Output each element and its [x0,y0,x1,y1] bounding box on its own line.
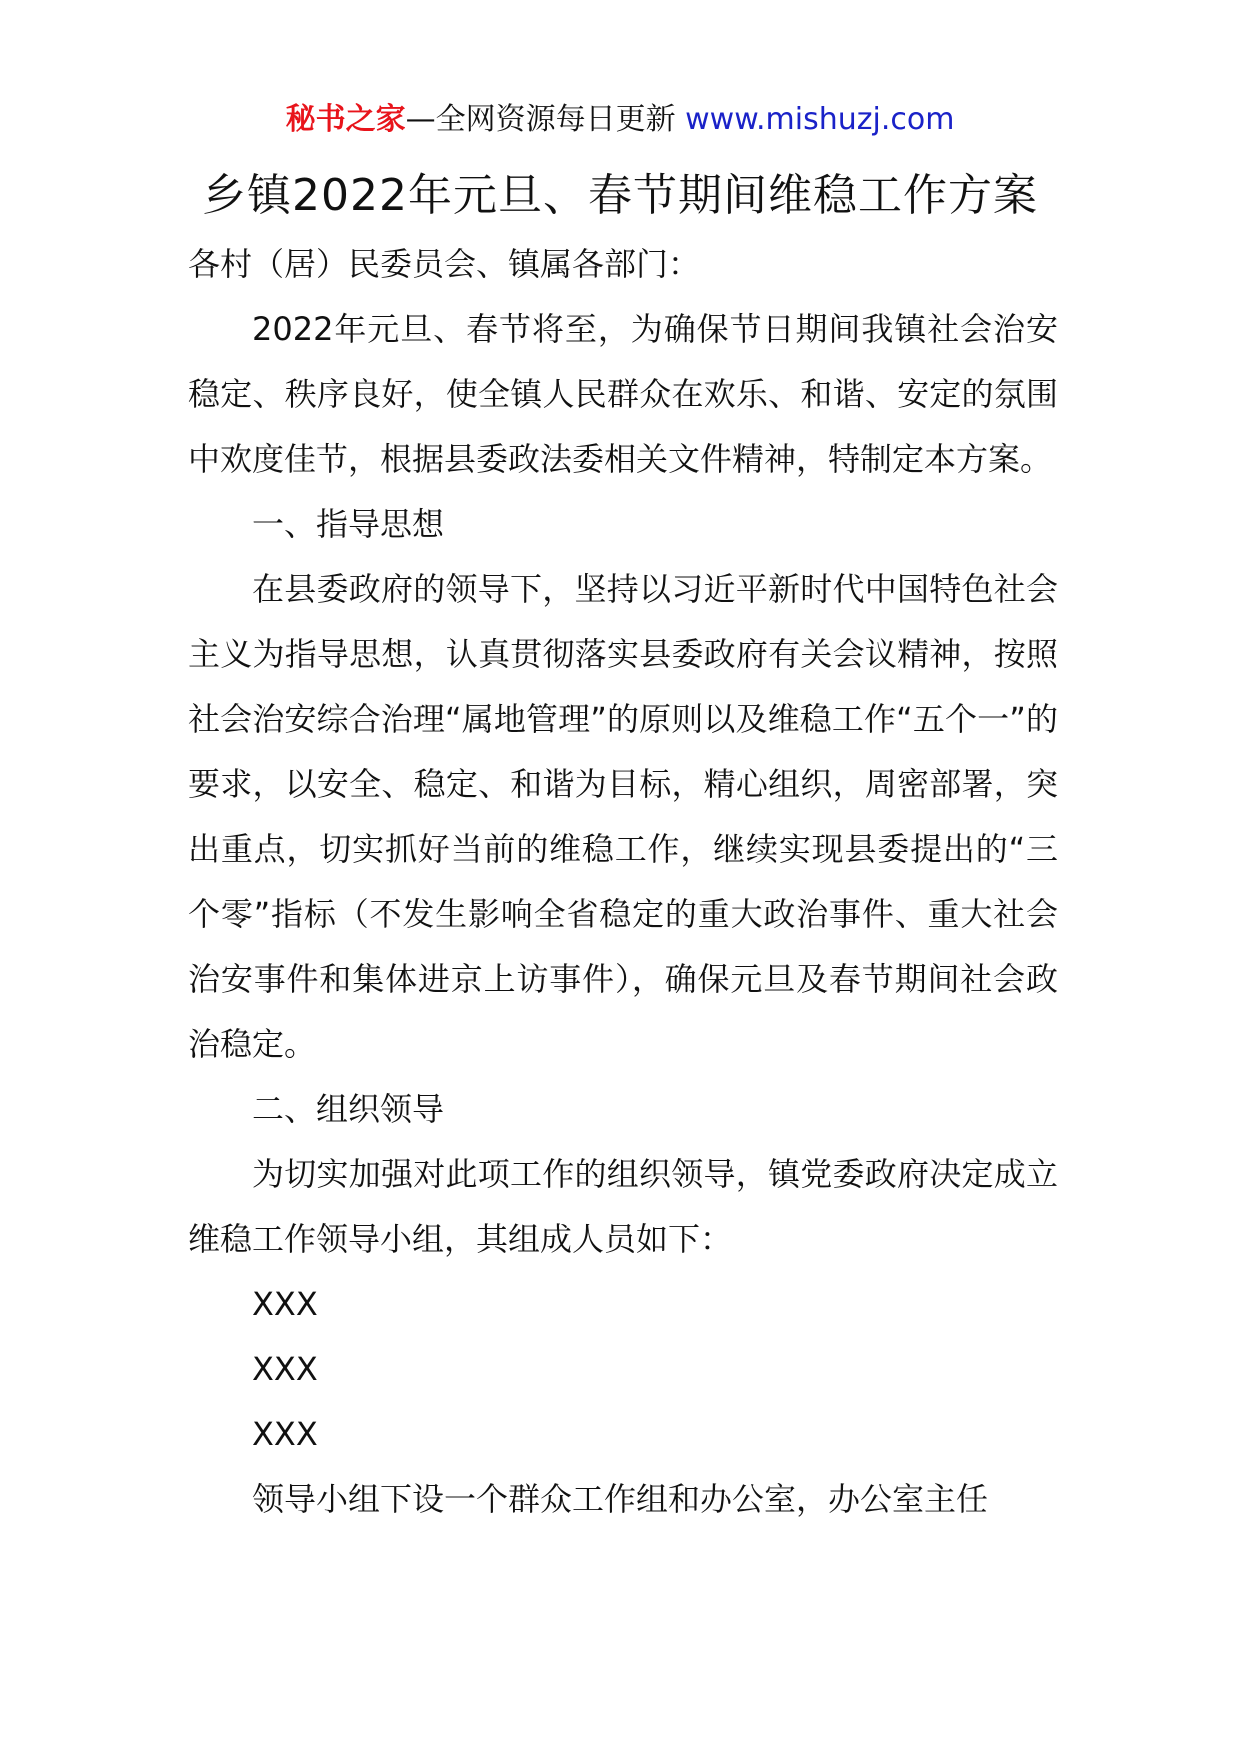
brand-name: 秘书之家 [285,102,406,137]
organization-tail-paragraph: 领导小组下设一个群众工作组和办公室，办公室主任 [252,1480,989,1518]
section-heading-guiding-ideology: 一、指导思想 [252,505,445,543]
section-heading-organization: 二、组织领导 [252,1090,445,1128]
site-header [0,100,1240,140]
member-item: XXX [252,1415,318,1453]
intro-paragraph: 2022年元旦、春节将至，为确保节日期间我镇社会治安稳定、秩序良好，使全镇人民群众在欢乐、和谐、安定的氛围中欢度佳节，根据县委政法委相关文件精神，特制定本方案。 [188,310,1058,478]
member-item: XXX [252,1350,318,1388]
organization-paragraph: 为切实加强对此项工作的组织领导，镇党委政府决定成立维稳工作领导小组，其组成人员如下： [188,1155,1058,1258]
document-title: 乡镇2022年元旦、春节期间维稳工作方案 [202,170,1038,221]
header-tagline: —全网资源每日更新 [405,102,686,137]
document-body [188,232,1058,1532]
member-item: XXX [252,1285,318,1323]
salutation: 各村（居）民委员会、镇属各部门： [188,245,701,283]
site-url[interactable]: www.mishuzj.com [685,102,955,137]
guiding-ideology-paragraph: 在县委政府的领导下，坚持以习近平新时代中国特色社会主义为指导思想，认真贯彻落实县委政府有关会议精神，按照社会治安综合治理“属地管理”的原则以及维稳工作“五个一”的要求，以安全、稳定、和谐为目标，精心组织，周密部署，突出重点，切实抓好当前的维稳工作，继续实现县委提出的“三个零”指标（不发生影响全省稳定的重大政治事件、重大社会治安事件和集体进京上访事件），确保元旦及春节期间社会政治稳定。 [188,570,1058,1063]
